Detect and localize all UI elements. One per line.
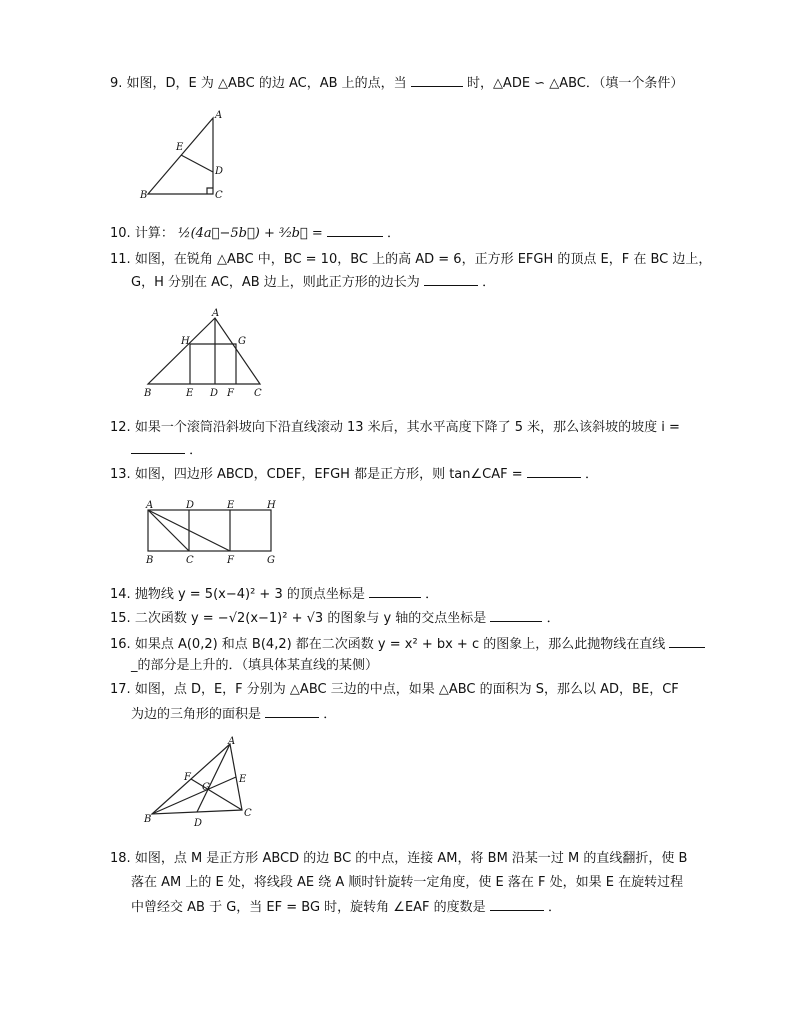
- question-number: 11.: [110, 252, 131, 267]
- label-e: E: [239, 774, 247, 785]
- label-d: D: [186, 500, 195, 511]
- label-a: A: [215, 110, 223, 121]
- label-b: B: [144, 388, 152, 399]
- label-c: C: [215, 190, 223, 201]
- question-text: 如果一个滚筒沿斜坡向下沿直线滚动 13 米后，其水平高度下降了 5 米，那么该斜坡的坡度 i =: [134, 420, 680, 435]
- answer-blank[interactable]: [490, 896, 544, 911]
- question-text: ．: [189, 443, 203, 458]
- question-text: 为边的三角形的面积是: [131, 707, 262, 722]
- label-g: G: [202, 782, 210, 793]
- label-a: A: [228, 736, 236, 747]
- question-text: ．: [425, 587, 439, 602]
- question-11-line2: [131, 271, 495, 294]
- label-c: C: [186, 555, 194, 566]
- label-h: H: [267, 500, 276, 511]
- question-number: 18.: [110, 851, 131, 866]
- label-d: D: [194, 818, 203, 829]
- expression: ½(4a⃗−5b⃗) + ³⁄₂b⃗ =: [177, 226, 323, 241]
- question-text: ．: [482, 275, 496, 290]
- question-text: 如图，点 D，E，F 分别为 △ABC 三边的中点，如果 △ABC 的面积为 S，那么以 AD，BE，CF: [134, 682, 679, 697]
- median-ad: [197, 744, 230, 812]
- label-g: G: [267, 555, 275, 566]
- question-number: 16.: [110, 637, 131, 652]
- label-b: B: [140, 190, 148, 201]
- question-text: ．: [323, 707, 337, 722]
- question-number: 17.: [110, 682, 131, 697]
- label-b: B: [144, 814, 152, 825]
- answer-blank[interactable]: [327, 222, 383, 237]
- median-cf: [191, 779, 242, 810]
- question-16: [110, 633, 750, 656]
- label-h: H: [181, 336, 190, 347]
- label-c: C: [244, 808, 252, 819]
- question-17-line2: [131, 703, 336, 726]
- question-text: 落在 AM 上的 E 处，将线段 AE 绕 A 顺时针旋转一定角度，使 E 落在 F 处，如果 E 在旋转过程: [131, 875, 684, 890]
- question-text: 如图，点 M 是正方形 ABCD 的边 BC 的中点，连接 AM，将 BM 沿某一过 M 的直线翻折，使 B: [134, 851, 688, 866]
- question-16-line2: [131, 655, 378, 677]
- answer-blank[interactable]: [411, 72, 463, 87]
- question-12-line2: [131, 439, 202, 462]
- question-number: 9.: [110, 76, 123, 91]
- right-angle-mark: [207, 188, 213, 194]
- triangle-abc: [148, 118, 213, 194]
- label-g: G: [238, 336, 246, 347]
- label-b: B: [146, 555, 154, 566]
- figure-q9-triangle: [140, 110, 230, 202]
- question-text: 如图，D，E 为 △ABC 的边 AC，AB 上的点，当: [126, 76, 407, 91]
- answer-blank[interactable]: [490, 607, 542, 622]
- label-e: E: [186, 388, 194, 399]
- question-text: ．: [387, 226, 401, 241]
- question-15: [110, 607, 750, 630]
- question-9: [110, 72, 750, 95]
- triangle-abc: [152, 744, 242, 814]
- question-18-line3: [131, 896, 561, 919]
- figure-q11-triangle-square: [144, 308, 272, 404]
- question-text: 如果点 A(0,2) 和点 B(4,2) 都在二次函数 y = x² + bx + c 的图象上，那么此抛物线在直线: [134, 637, 666, 652]
- question-13: [110, 463, 750, 486]
- square-efgh: [190, 344, 236, 384]
- answer-blank[interactable]: [527, 463, 581, 478]
- question-text: ．: [584, 467, 598, 482]
- question-text: ．: [546, 611, 560, 626]
- segment-ac: [148, 510, 189, 551]
- label-e: E: [227, 500, 235, 511]
- question-number: 12.: [110, 420, 131, 435]
- question-text: 二次函数 y = −√2(x−1)² + √3 的图象与 y 轴的交点坐标是: [134, 611, 487, 626]
- squares-outline: [148, 510, 271, 551]
- question-18: [110, 848, 750, 870]
- question-text: G，H 分别在 AC，AB 边上，则此正方形的边长为: [131, 275, 420, 290]
- question-number: 14.: [110, 587, 131, 602]
- question-text: _的部分是上升的．（填具体某直线的某侧）: [131, 658, 379, 673]
- answer-blank[interactable]: [265, 703, 319, 718]
- question-text: 抛物线 y = 5(x−4)² + 3 的顶点坐标是: [134, 587, 365, 602]
- question-text: 计算：: [134, 226, 174, 241]
- label-a: A: [146, 500, 154, 511]
- segment-de: [181, 155, 213, 172]
- answer-blank[interactable]: [131, 439, 185, 454]
- question-14: [110, 583, 750, 606]
- question-17: [110, 679, 750, 701]
- question-10: [110, 222, 750, 245]
- question-text: 如图，在锐角 △ABC 中，BC = 10，BC 上的高 AD = 6，正方形 EFGH 的顶点 E，F 在 BC 边上，: [134, 252, 712, 267]
- question-number: 10.: [110, 226, 131, 241]
- label-f: F: [184, 772, 191, 783]
- answer-blank[interactable]: [424, 271, 478, 286]
- question-text: 中曾经交 AB 于 G，当 EF = BG 时，旋转角 ∠EAF 的度数是: [131, 900, 486, 915]
- question-text: 如图，四边形 ABCD，CDEF，EFGH 都是正方形，则 tan∠CAF =: [134, 467, 523, 482]
- figure-q13-three-squares: [140, 498, 285, 568]
- label-e: E: [176, 142, 184, 153]
- question-number: 15.: [110, 611, 131, 626]
- label-f: F: [227, 388, 234, 399]
- answer-blank[interactable]: [369, 583, 421, 598]
- median-be: [152, 777, 236, 814]
- label-d: D: [215, 166, 224, 177]
- label-a: A: [212, 308, 220, 319]
- triangle-abc: [148, 318, 260, 384]
- question-12: [110, 417, 750, 439]
- label-c: C: [254, 388, 262, 399]
- question-18-line2: [131, 872, 683, 894]
- question-11: [110, 249, 750, 271]
- figure-q17-medians: [144, 736, 260, 832]
- question-text: ．: [547, 900, 561, 915]
- label-d: D: [210, 388, 219, 399]
- label-f: F: [227, 555, 234, 566]
- answer-blank[interactable]: [669, 633, 705, 648]
- question-number: 13.: [110, 467, 131, 482]
- question-text: 时，△ADE ∽ △ABC．（填一个条件）: [466, 76, 684, 91]
